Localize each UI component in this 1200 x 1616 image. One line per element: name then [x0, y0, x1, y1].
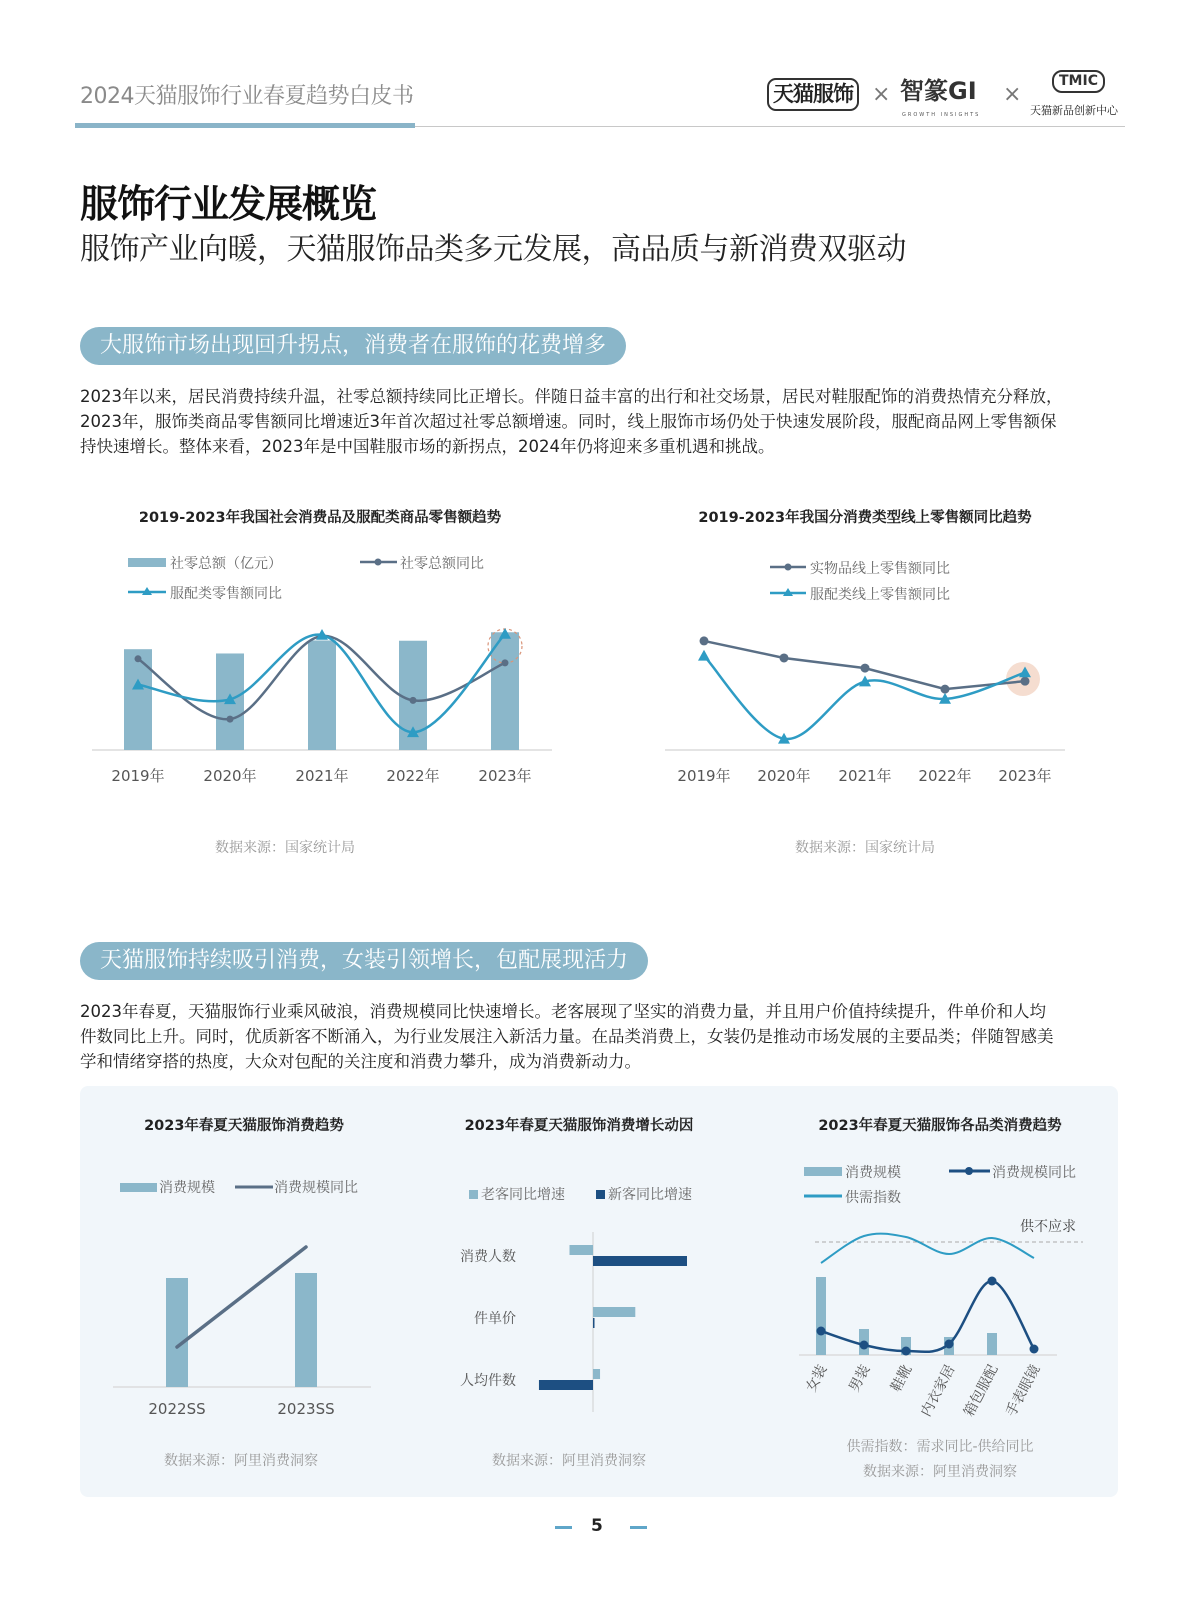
bar [491, 632, 519, 750]
paragraph-line: 学和情绪穿搭的热度，大众对包配的关注度和消费力攀升，成为消费新动力。 [80, 1052, 641, 1071]
circle-marker [700, 636, 709, 645]
paragraph-line: 件数同比上升。同时，优质新客不断涌入，为行业发展注入新活力量。在品类消费上，女装仍是推动市场发展的主要品类；伴随智感美 [80, 1027, 1054, 1046]
paragraph-line: 2023年以来，居民消费持续升温，社零总额持续同比正增长。伴随日益丰富的出行和社交场景，居民对鞋服配饰的消费热情充分释放， [80, 387, 1063, 406]
x-tick-label: 2023年 [998, 767, 1052, 785]
document-title: 2024天猫服饰行业春夏趋势白皮书 [80, 84, 414, 109]
page-heading: 服饰行业发展概览 [80, 182, 377, 226]
page-number-dash [630, 1526, 647, 1529]
circle-marker [135, 655, 142, 662]
legend-label: 新客同比增速 [608, 1187, 692, 1203]
supply-demand-line [821, 1234, 1034, 1263]
circle-marker [902, 1347, 911, 1356]
category-label: 人均件数 [460, 1373, 516, 1389]
x-tick-label: 男装 [846, 1362, 874, 1395]
bar [570, 1245, 594, 1255]
chart3-source: 数据来源：阿里消费洞察 [164, 1453, 318, 1469]
bar [987, 1333, 997, 1355]
chart5-title: 2023年春夏天猫服饰各品类消费趋势 [818, 1118, 1062, 1134]
paragraph-line: 持快速增长。整体来看，2023年是中国鞋服市场的新拐点，2024年仍将迎来多重机遇和挑战。 [80, 437, 775, 456]
x-tick-label: 2023年 [478, 767, 532, 785]
paragraph-line: 2023年春夏，天猫服饰行业乘风破浪，消费规模同比快速增长。老客展现了坚实的消费力量，并且用户价值持续提升，件单价和人均 [80, 1002, 1046, 1021]
bar [593, 1318, 595, 1328]
legend-bar-swatch [804, 1167, 842, 1176]
legend-new-swatch [596, 1190, 605, 1199]
x-tick-label: 2020年 [757, 767, 811, 785]
category-label: 件单价 [474, 1311, 516, 1327]
legend-label: 实物品线上零售额同比 [810, 561, 950, 577]
legend-label: 服配类线上零售额同比 [810, 587, 950, 603]
circle-marker [941, 685, 950, 694]
page-number-dash [555, 1526, 572, 1529]
circle-marker [1021, 677, 1030, 686]
section1-pill: 大服饰市场出现回升拐点，消费者在服饰的花费增多 [80, 327, 626, 365]
circle-marker [227, 716, 234, 723]
triangle-marker [698, 650, 710, 661]
x-tick-label: 鞋靴 [888, 1362, 916, 1395]
legend-circle-marker [785, 564, 792, 571]
chart1-title: 2019-2023年我国社会消费品及服配类商品零售额趋势 [138, 510, 502, 526]
chart4-title: 2023年春夏天猫服饰消费增长动因 [464, 1118, 694, 1134]
tmall-fashion-logo: 天猫服饰 [767, 78, 859, 111]
bar [593, 1369, 600, 1379]
circle-marker [502, 659, 509, 666]
legend-circle-marker [375, 559, 382, 566]
x-tick-label: 手表眼镜 [1003, 1362, 1044, 1420]
section2-pill: 天猫服饰持续吸引消费，女装引领增长，包配展现活力 [80, 942, 648, 980]
legend-old-swatch [469, 1190, 478, 1199]
x-tick-label: 2019年 [677, 767, 731, 785]
chart2-source: 数据来源：国家统计局 [795, 840, 935, 856]
zhizhuan-logo-subtitle: GROWTH INSIGHTS [902, 112, 981, 118]
legend-label: 社零总额（亿元） [170, 556, 282, 572]
circle-marker [780, 653, 789, 662]
bar [593, 1256, 687, 1266]
bar [295, 1273, 317, 1387]
logo-separator: × [872, 82, 891, 107]
legend-circle-marker [965, 1167, 973, 1175]
chart5-footnote: 供需指数：需求同比-供给同比 [846, 1439, 1034, 1455]
zhizhuan-logo: 智篆GI [900, 77, 977, 105]
logo-separator: × [1003, 82, 1022, 107]
circle-marker [988, 1277, 997, 1286]
x-tick-label: 2021年 [838, 767, 892, 785]
threshold-label: 供不应求 [1020, 1219, 1076, 1235]
x-tick-label: 2022SS [148, 1400, 206, 1418]
tmic-logo-subtitle: 天猫新品创新中心 [1030, 104, 1118, 117]
circle-marker [1030, 1345, 1039, 1354]
legend-label: 供需指数 [845, 1190, 901, 1206]
legend-label: 老客同比增速 [481, 1187, 565, 1203]
circle-marker [861, 664, 870, 673]
legend-label: 消费规模同比 [992, 1165, 1076, 1181]
page-number: 5 [591, 1516, 603, 1536]
x-tick-label: 女装 [803, 1362, 831, 1395]
bar [124, 649, 152, 750]
chart1-source: 数据来源：国家统计局 [215, 840, 355, 856]
legend-label: 社零总额同比 [400, 556, 484, 572]
x-tick-label: 2021年 [295, 767, 349, 785]
circle-marker [945, 1340, 954, 1349]
chart5-source: 数据来源：阿里消费洞察 [863, 1464, 1017, 1480]
x-tick-label: 箱包服配 [961, 1362, 1002, 1420]
bar [539, 1380, 593, 1390]
legend-label: 消费规模同比 [274, 1180, 358, 1196]
legend-label: 消费规模 [845, 1165, 901, 1181]
series-line [821, 1281, 1034, 1352]
category-label: 消费人数 [460, 1249, 516, 1265]
page-subtitle: 服饰产业向暖，天猫服饰品类多元发展，高品质与新消费双驱动 [80, 232, 906, 267]
x-tick-label: 2019年 [111, 767, 165, 785]
chart2-title: 2019-2023年我国分消费类型线上零售额同比趋势 [698, 510, 1032, 526]
bar [816, 1277, 826, 1355]
paragraph-line: 2023年，服饰类商品零售额同比增速近3年首次超过社零总额增速。同时，线上服饰市场仍处于快速发展阶段，服配商品网上零售额保 [80, 412, 1057, 431]
legend-bar-swatch [120, 1183, 157, 1192]
circle-marker [860, 1341, 869, 1350]
x-tick-label: 内衣家居 [918, 1362, 959, 1420]
x-tick-label: 2023SS [277, 1400, 335, 1418]
circle-marker [410, 697, 417, 704]
chart3-title: 2023年春夏天猫服饰消费趋势 [144, 1118, 344, 1134]
chart4-source: 数据来源：阿里消费洞察 [492, 1453, 646, 1469]
legend-bar-swatch [128, 558, 166, 567]
bar [308, 640, 336, 750]
circle-marker [817, 1327, 826, 1336]
series-line [177, 1247, 306, 1347]
x-tick-label: 2022年 [918, 767, 972, 785]
tmic-logo: TMIC [1052, 70, 1105, 93]
legend-label: 消费规模 [159, 1180, 215, 1196]
x-tick-label: 2020年 [203, 767, 257, 785]
legend-label: 服配类零售额同比 [170, 586, 282, 602]
bar [166, 1278, 188, 1387]
bar [593, 1307, 635, 1317]
x-tick-label: 2022年 [386, 767, 440, 785]
